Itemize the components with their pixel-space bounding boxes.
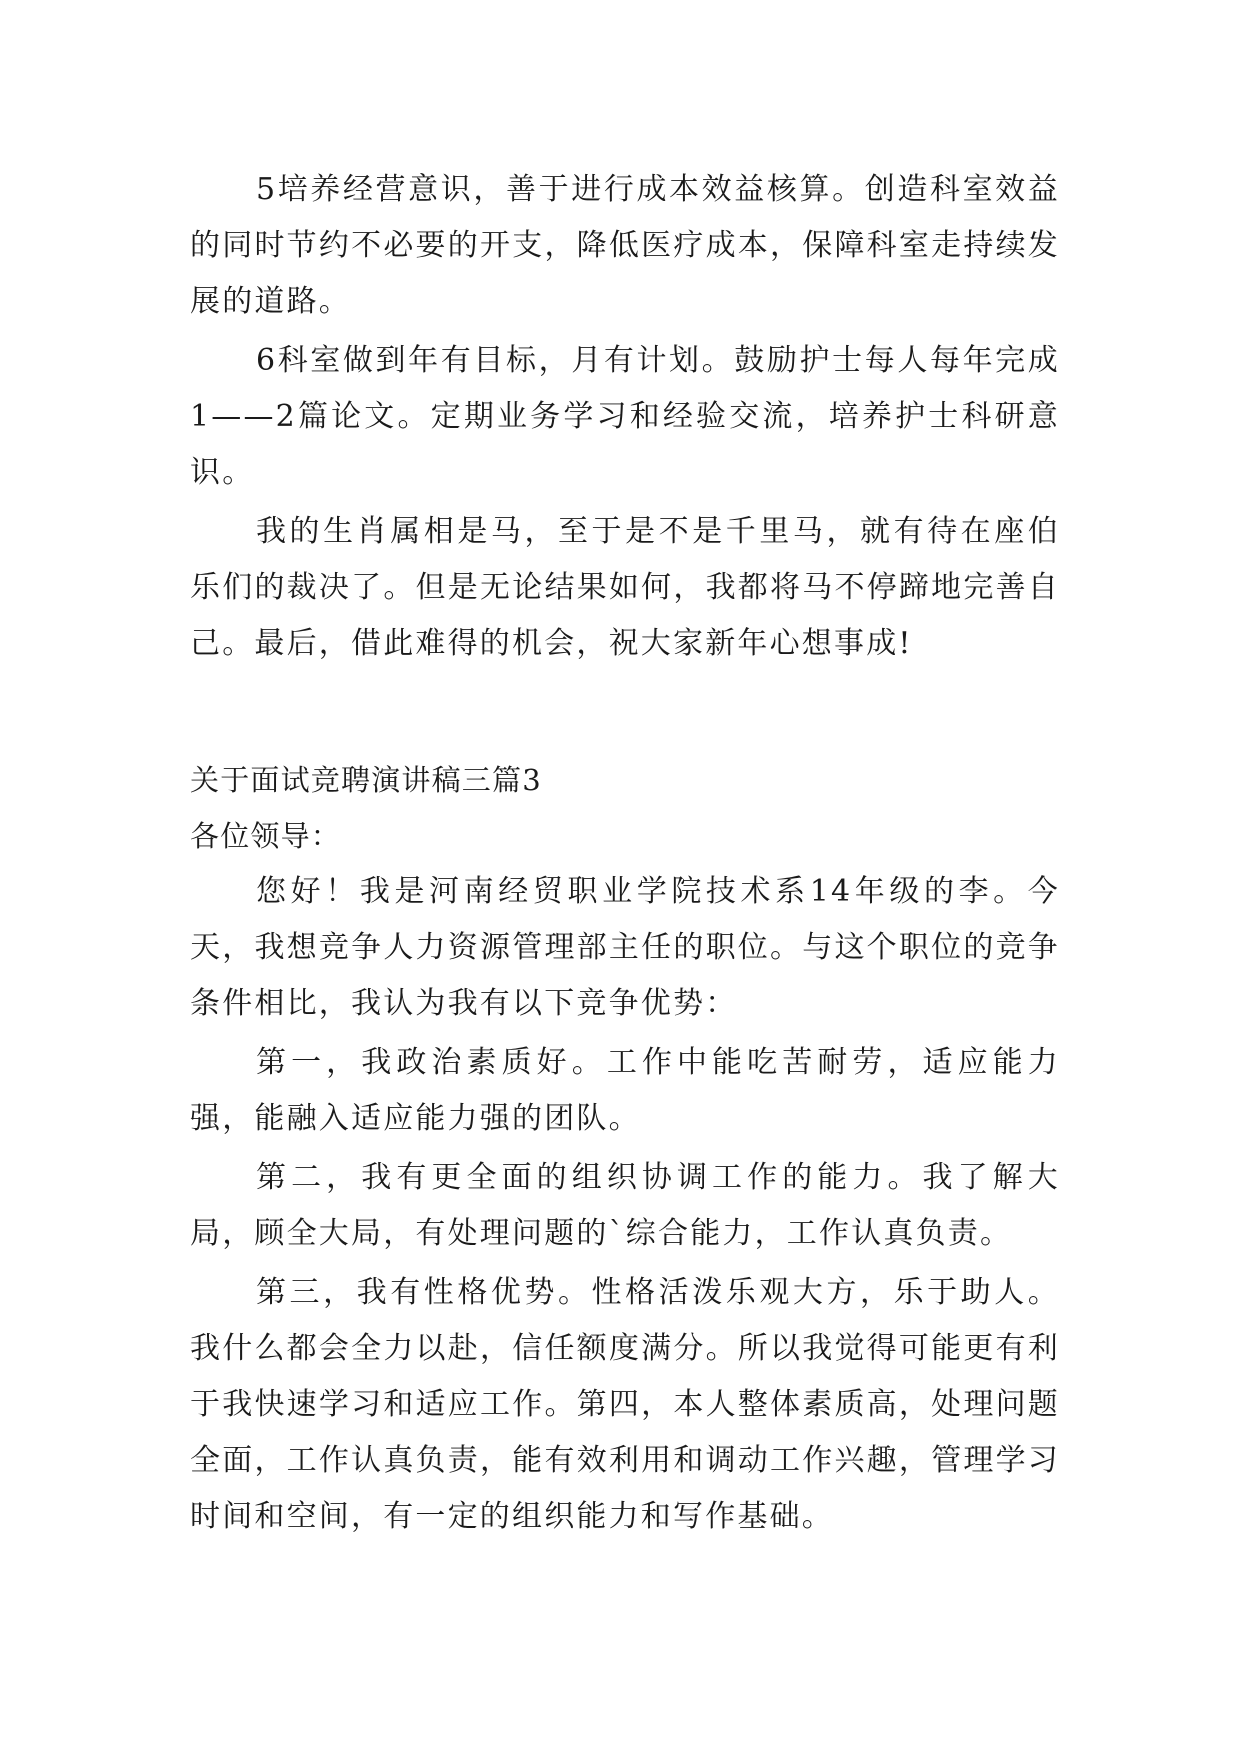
section-speech-3 [190,752,1060,1545]
paragraph-third-fourth-advantage: 第三，我有性格优势。性格活泼乐观大方，乐于助人。我什么都会全力以赴，信任额度满分。所以我觉得可能更有利于我快速学习和适应工作。第四，本人整体素质高，处理问题全面，工作认真负责，能有效利用和调动工作兴趣，管理学习时间和空间，有一定的组织能力和写作基础。 [190,1275,1060,1534]
paragraph-first-advantage: 第一，我政治素质好。工作中能吃苦耐劳，适应能力强，能融入适应能力强的团队。 [190,1045,1060,1136]
paragraph-closing-wishes: 我的生肖属相是马，至于是不是千里马，就有待在座伯乐们的裁决了。但是无论结果如何，我都将马不停蹄地完善自己。最后，借此难得的机会，祝大家新年心想事成! [190,514,1060,661]
paragraph-annual-goals: 6科室做到年有目标，月有计划。鼓励护士每人每年完成1——2篇论文。定期业务学习和经验交流，培养护士科研意识。 [190,343,1060,490]
section-top [190,162,1060,672]
paragraph-introduction: 您好！我是河南经贸职业学院技术系14年级的李。今天，我想竞争人力资源管理部主任的职位。与这个职位的竞争条件相比，我认为我有以下竞争优势： [190,874,1060,1021]
paragraph-second-advantage: 第二，我有更全面的组织协调工作的能力。我了解大局，顾全大局，有处理问题的`综合能力，工作认真负责。 [190,1160,1060,1251]
paragraph-cost-awareness: 5培养经营意识，善于进行成本效益核算。创造科室效益的同时节约不必要的开支，降低医疗成本，保障科室走持续发展的道路。 [190,172,1060,319]
section-heading: 关于面试竞聘演讲稿三篇3 [190,763,542,797]
salutation: 各位领导： [190,819,342,853]
